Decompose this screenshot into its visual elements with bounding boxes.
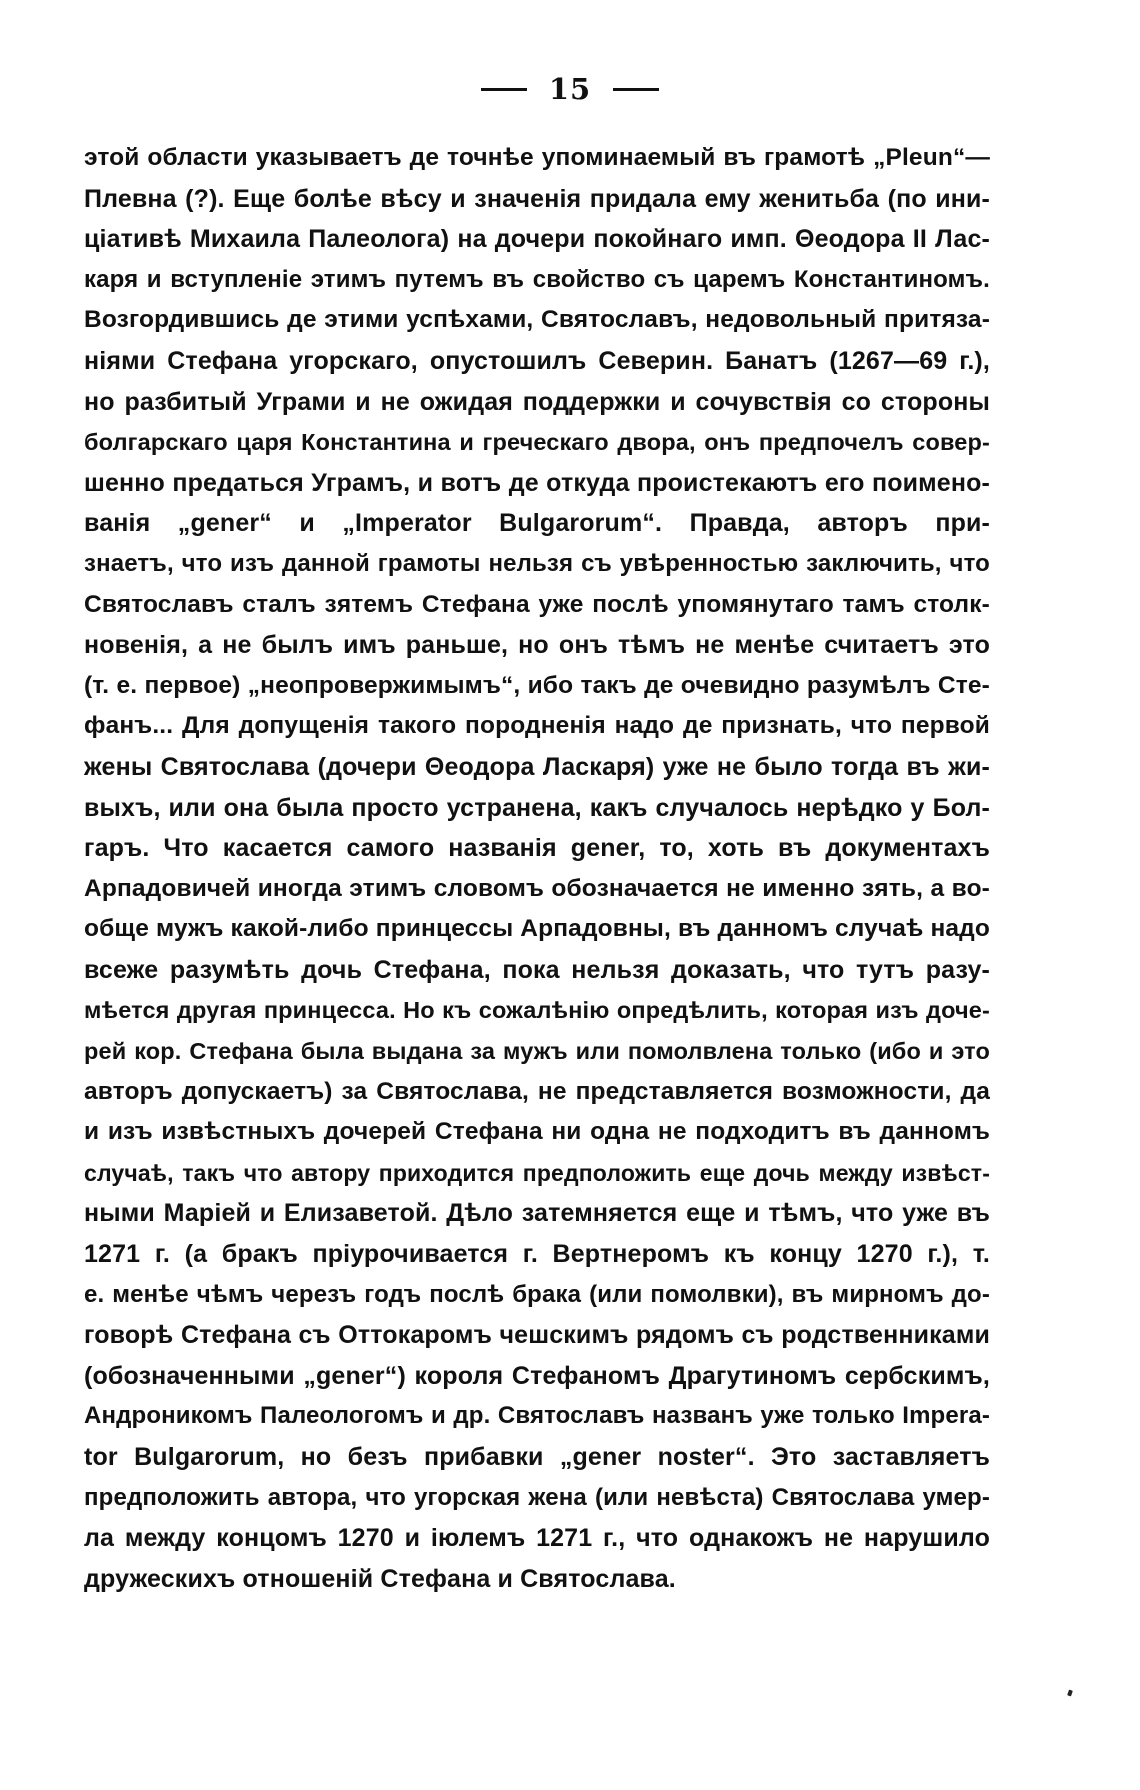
text-line: (обозначенными „gener“) короля Стефаномъ Драгутиномъ сербскимъ, — [84, 1361, 990, 1390]
text-line: рей кор. Стефана была выдана за мужъ или помолвлена только (ибо и это — [84, 1038, 990, 1065]
text-line: Арпадовичей иногда этимъ словомъ обозначается не именно зять, а во- — [84, 874, 990, 902]
text-line: е. менѣе чѣмъ черезъ годъ послѣ брака (или помолвки), въ мирномъ до- — [84, 1280, 990, 1308]
text-line: и изъ извѣстныхъ дочерей Стефана ни одна не подходитъ въ данномъ — [84, 1118, 990, 1146]
text-line: дружескихъ отношеній Стефана и Святослава. — [84, 1564, 676, 1593]
text-line: но разбитый Уграми и не ожидая поддержки и сочувствія со стороны — [84, 387, 990, 416]
text-line: гаръ. Что касается самого названія gener, то, хоть въ документахъ — [84, 834, 990, 863]
text-line: авторъ допускаетъ) за Святослава, не представляется возможности, да — [84, 1077, 990, 1105]
page-number: 15 — [548, 72, 592, 106]
text-line: (т. е. первое) „неопровержимымъ“, ибо такъ де очевидно разумѣлъ Сте- — [84, 671, 990, 699]
text-line: ніями Стефана угорскаго, опустошилъ Северин. Банатъ (1267—69 г.), — [84, 346, 990, 375]
page-number-header — [0, 72, 1140, 106]
text-line: случаѣ, такъ что автору приходится предположить еще дочь между извѣст- — [84, 1159, 990, 1186]
text-line: ными Маріей и Елизаветой. Дѣло затемняется еще и тѣмъ, что уже въ — [84, 1199, 990, 1228]
text-line: Возгордившись де этими успѣхами, Святославъ, недовольный притяза- — [84, 306, 990, 334]
text-line: Андроникомъ Палеологомъ и др. Святославъ названъ уже только Impera- — [84, 1402, 990, 1430]
text-line: шенно предаться Уграмъ, и вотъ де откуда проистекаютъ его поимено- — [84, 468, 990, 497]
text-line: болгарскаго царя Константина и греческаго двора, онъ предпочелъ совер- — [84, 429, 990, 456]
body-text — [84, 138, 990, 1599]
text-line: ла между концомъ 1270 и іюлемъ 1271 г., что однакожъ не нарушило — [84, 1524, 990, 1553]
text-line: новенія, а не былъ имъ раньше, но онъ тѣмъ не менѣе считаетъ это — [84, 631, 990, 660]
text-line: мѣется другая принцесса. Но къ сожалѣнію опредѣлить, которая изъ доче- — [84, 997, 990, 1024]
text-line: tor Bulgarorum, но безъ прибавки „gener noster“. Это заставляетъ — [84, 1443, 990, 1471]
text-line: выхъ, или она была просто устранена, какъ случалось нерѣдко у Бол- — [84, 793, 990, 822]
header-dash-left — [481, 88, 527, 91]
text-line: 1271 г. (а бракъ пріурочивается г. Вертнеромъ къ концу 1270 г.), т. — [84, 1240, 990, 1269]
text-line: говорѣ Стефана съ Оттокаромъ чешскимъ рядомъ съ родственниками — [84, 1321, 990, 1350]
text-line: жены Святослава (дочери Θеодора Ласкаря) уже не было тогда въ жи- — [84, 752, 990, 781]
text-line: каря и вступленіе этимъ путемъ въ свойство съ царемъ Константиномъ. — [84, 265, 990, 293]
text-line: этой области указываетъ де точнѣе упоминаемый въ грамотѣ „Pleun“— — [84, 144, 990, 171]
text-line: предположить автора, что угорская жена (или невѣста) Святослава умер- — [84, 1483, 990, 1511]
text-line: ванія „gener“ и „Imperator Bulgarorum“. Правда, авторъ при- — [84, 509, 990, 538]
text-line: знаетъ, что изъ данной грамоты нельзя съ увѣренностью заключить, что — [84, 549, 990, 577]
ink-speck — [1067, 1689, 1073, 1696]
text-line: обще мужъ какой-либо принцессы Арпадовны, въ данномъ случаѣ надо — [84, 915, 990, 943]
text-line: фанъ... Для допущенія такого породненія надо де признать, что первой — [84, 712, 990, 740]
header-dash-right — [613, 88, 659, 91]
text-line: Святославъ сталъ зятемъ Стефана уже послѣ упомянутаго тамъ столк- — [84, 590, 990, 618]
text-line: всеже разумѣть дочь Стефана, пока нельзя доказать, что тутъ разу- — [84, 955, 990, 984]
text-line: Плевна (?). Еще болѣе вѣсу и значенія придала ему женитьба (по ини- — [84, 184, 990, 213]
text-line: ціативѣ Михаила Палеолога) на дочери покойнаго имп. Θеодора II Лас- — [84, 225, 990, 254]
